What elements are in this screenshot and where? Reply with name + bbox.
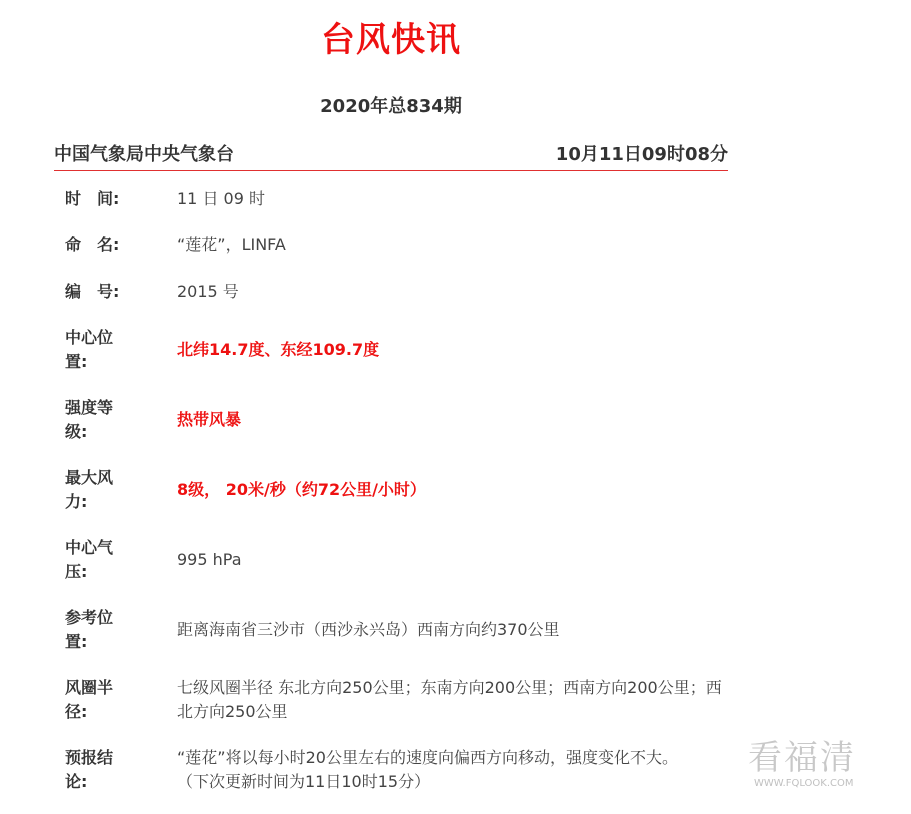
field-value-reference: 距离海南省三沙市（西沙永兴岛）西南方向约370公里: [177, 620, 560, 639]
field-label: 命 名:: [65, 235, 120, 254]
field-value-wind-radius: 七级风圈半径 东北方向250公里；东南方向200公里；西南方向200公里；西北方向250公里: [177, 678, 722, 721]
watermark-url: WWW.FQLOOK.COM: [754, 778, 854, 789]
field-label: 预报结论:: [65, 748, 114, 791]
issue-number: 2020年总834期: [320, 96, 462, 117]
field-value-center: 北纬14.7度、东经109.7度: [177, 340, 380, 359]
next-update-note: （下次更新时间为11日10时15分）: [177, 772, 431, 791]
field-value-pressure: 995 hPa: [177, 550, 242, 569]
source-agency: 中国气象局中央气象台: [54, 144, 234, 165]
field-label: 强度等级:: [65, 398, 114, 441]
bulletin-header: [54, 140, 728, 171]
field-label: 编 号:: [65, 282, 120, 301]
page-title: 台风快讯: [321, 20, 461, 60]
field-value-time: 11 日 09 时: [177, 189, 265, 208]
field-value-name: “莲花”，LINFA: [177, 235, 286, 254]
field-label: 风圈半径:: [65, 678, 114, 721]
field-label: 参考位置:: [65, 608, 114, 651]
bulletin-datetime: 10月11日09时08分: [555, 144, 728, 165]
field-label: 最大风力:: [65, 468, 114, 511]
field-value-number: 2015 号: [177, 282, 239, 301]
field-value-forecast: [177, 746, 722, 794]
watermark-logo-text: 看福清: [748, 738, 856, 778]
field-value-intensity: 热带风暴: [177, 410, 242, 429]
field-label: 中心位置:: [65, 328, 114, 371]
field-label: 中心气压:: [65, 538, 114, 581]
site-watermark: [748, 730, 898, 800]
forecast-text: “莲花”将以每小时20公里左右的速度向偏西方向移动，强度变化不大。: [177, 748, 678, 767]
field-label: 时 间:: [65, 189, 120, 208]
field-value-max-wind: 8级， 20米/秒（约72公里/小时）: [177, 480, 426, 499]
